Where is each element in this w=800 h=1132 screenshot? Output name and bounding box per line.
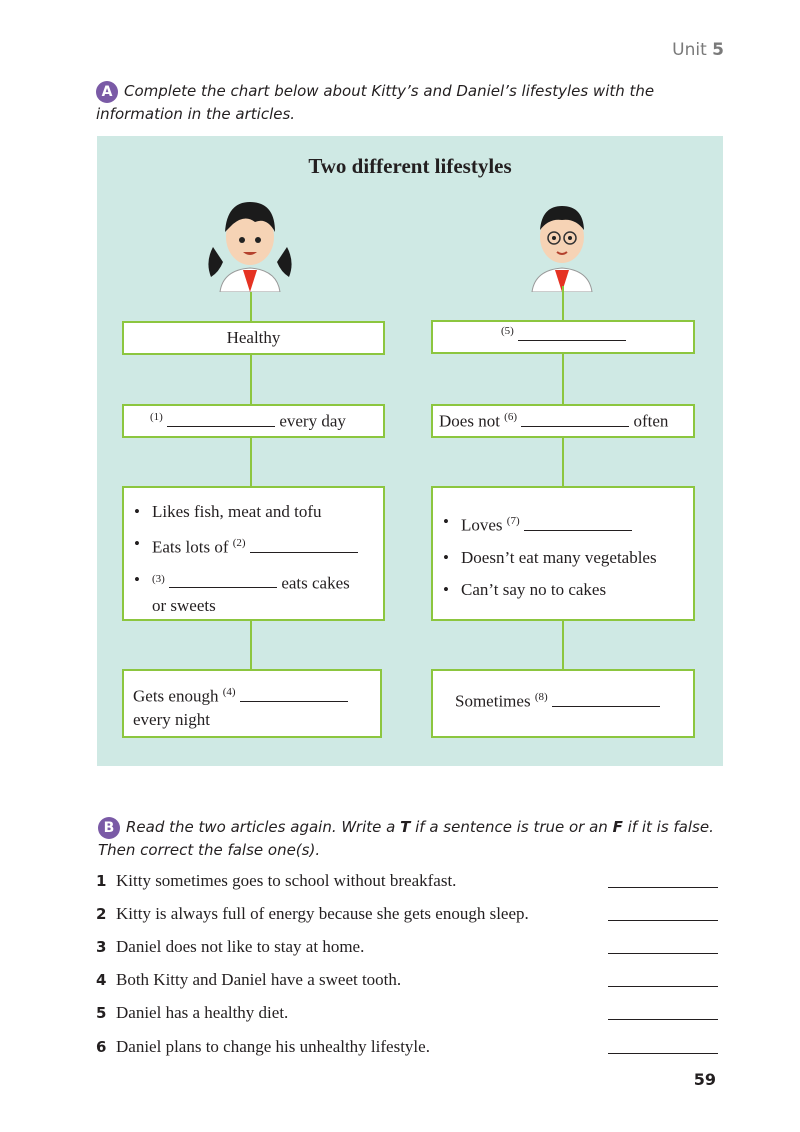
section-b-f: F bbox=[612, 818, 623, 836]
kitty-connector-4 bbox=[250, 621, 252, 670]
list-item-text: Eats lots of bbox=[152, 537, 229, 557]
kitty-connector-3 bbox=[250, 438, 252, 486]
answer-blank-8[interactable] bbox=[552, 692, 660, 707]
blank-number-6: (6) bbox=[504, 411, 517, 423]
question-number: 6 bbox=[96, 1038, 107, 1056]
daniel-box-2 bbox=[431, 404, 695, 438]
unit-label-text: Unit bbox=[672, 40, 707, 60]
blank-number-8: (8) bbox=[534, 691, 548, 703]
question-number: 1 bbox=[96, 872, 107, 890]
question-text: Kitty is always full of energy because she gets enough sleep. bbox=[116, 904, 529, 923]
question-number: 4 bbox=[96, 971, 107, 989]
answer-blank-2[interactable] bbox=[250, 538, 358, 553]
kitty-box-1 bbox=[122, 321, 385, 355]
answer-blank[interactable] bbox=[608, 920, 718, 921]
kitty-box-4-text: Gets enough bbox=[133, 686, 219, 706]
kitty-illustration bbox=[205, 192, 295, 292]
answer-blank-6[interactable] bbox=[521, 412, 629, 427]
blank-number-4: (4) bbox=[222, 686, 236, 698]
daniel-box-4 bbox=[431, 669, 695, 738]
daniel-box-2-text-2: often bbox=[633, 411, 669, 431]
answer-blank-3[interactable] bbox=[169, 573, 277, 588]
blank-number-5: (5) bbox=[501, 325, 514, 337]
question-row bbox=[96, 904, 718, 928]
question-text: Daniel does not like to stay at home. bbox=[116, 937, 365, 956]
question-number: 2 bbox=[96, 905, 107, 923]
answer-blank[interactable] bbox=[608, 1053, 718, 1054]
kitty-box-2 bbox=[122, 404, 385, 438]
answer-blank[interactable] bbox=[608, 953, 718, 954]
daniel-box-3 bbox=[431, 486, 695, 621]
kitty-diet-list bbox=[132, 500, 375, 617]
answer-blank-7[interactable] bbox=[524, 516, 632, 531]
question-row bbox=[96, 937, 718, 961]
question-row bbox=[96, 1037, 718, 1061]
daniel-connector-2 bbox=[562, 354, 564, 405]
daniel-diet-list bbox=[441, 510, 685, 601]
list-item bbox=[132, 500, 375, 523]
section-a-instruction bbox=[96, 80, 726, 125]
question-row bbox=[96, 970, 718, 994]
section-b-t: T bbox=[400, 818, 411, 836]
list-item bbox=[441, 510, 685, 537]
list-item-text: Doesn’t eat many vegetables bbox=[461, 547, 657, 567]
list-item-text: Loves bbox=[461, 515, 503, 535]
question-text: Daniel has a healthy diet. bbox=[116, 1003, 289, 1022]
question-text: Both Kitty and Daniel have a sweet tooth. bbox=[116, 970, 402, 989]
answer-blank-4[interactable] bbox=[240, 687, 348, 702]
answer-blank[interactable] bbox=[608, 887, 718, 888]
section-a-text: Complete the chart below about Kitty’s and Daniel’s lifestyles with the information in the articles. bbox=[96, 82, 655, 123]
blank-number-3: (3) bbox=[152, 572, 165, 585]
section-b-text-3: if it is false. Then correct the false one(s). bbox=[98, 818, 714, 859]
question-text: Kitty sometimes goes to school without breakfast. bbox=[116, 871, 457, 890]
kitty-box-4 bbox=[122, 669, 382, 738]
section-b-instruction bbox=[98, 816, 728, 861]
daniel-box-2-text: Does not bbox=[439, 411, 500, 431]
blank-number-7: (7) bbox=[506, 515, 520, 527]
answer-blank-1[interactable] bbox=[167, 412, 275, 427]
kitty-box-2-text: every day bbox=[279, 411, 346, 431]
answer-blank[interactable] bbox=[608, 1019, 718, 1020]
list-item bbox=[132, 532, 375, 559]
list-item bbox=[441, 546, 685, 569]
question-row bbox=[96, 871, 718, 895]
question-number: 3 bbox=[96, 938, 107, 956]
chart-title: Two different lifestyles bbox=[308, 154, 512, 178]
kitty-connector-1 bbox=[250, 292, 252, 322]
lifestyle-chart-panel bbox=[97, 136, 723, 766]
question-row bbox=[96, 1003, 718, 1027]
daniel-box-4-text: Sometimes bbox=[455, 691, 531, 711]
kitty-box-3 bbox=[122, 486, 385, 621]
section-a-badge: A bbox=[96, 81, 118, 103]
list-item-text: Can’t say no to cakes bbox=[461, 579, 607, 599]
list-item-text-2: or sweets bbox=[152, 596, 216, 616]
daniel-illustration bbox=[517, 192, 607, 292]
kitty-box-4-text-2: every night bbox=[133, 709, 210, 729]
kitty-connector-2 bbox=[250, 355, 252, 405]
daniel-box-1 bbox=[431, 320, 695, 354]
unit-label bbox=[672, 40, 724, 60]
list-item bbox=[132, 568, 375, 618]
blank-number-2: (2) bbox=[232, 537, 246, 549]
daniel-connector-4 bbox=[562, 621, 564, 670]
section-b-text-1: Read the two articles again. Write a bbox=[126, 818, 401, 836]
list-item bbox=[441, 578, 685, 601]
section-b-badge: B bbox=[98, 817, 120, 839]
list-item-text: eats cakes bbox=[281, 573, 350, 593]
answer-blank-5[interactable] bbox=[518, 326, 626, 341]
kitty-box-1-text: Healthy bbox=[226, 328, 281, 347]
section-b-text-2: if a sentence is true or an bbox=[410, 818, 613, 836]
daniel-connector-3 bbox=[562, 438, 564, 486]
question-text: Daniel plans to change his unhealthy lifestyle. bbox=[116, 1037, 430, 1056]
blank-number-1: (1) bbox=[150, 411, 163, 423]
answer-blank[interactable] bbox=[608, 986, 718, 987]
unit-number: 5 bbox=[712, 40, 724, 60]
page-number: 59 bbox=[693, 1070, 716, 1089]
daniel-connector-1 bbox=[562, 286, 564, 321]
list-item-text: Likes fish, meat and tofu bbox=[152, 502, 322, 521]
question-number: 5 bbox=[96, 1004, 107, 1022]
